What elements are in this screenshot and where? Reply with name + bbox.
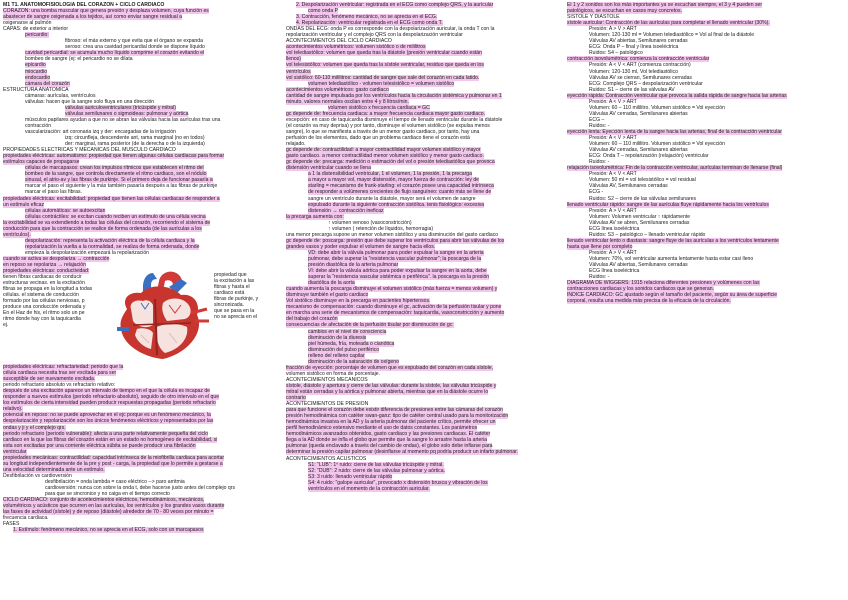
text-line-text: vol telediastólico: volumen que queda tras la diástole (presión ventricular cuando están xyxy=(286,50,482,57)
text-line-text: sístole, diástole y apertura y cierre de las válvulas: durante la sístole, las válvulas tricúspide y xyxy=(286,382,497,389)
text-line-text: Ruidos: - xyxy=(589,159,610,166)
text-line-text: del trabajo del corazón xyxy=(286,316,338,323)
figure-caption-line-text: propiedad que xyxy=(214,272,247,279)
figure-left-text xyxy=(3,268,103,328)
text-line-text: bombeo de la sangre, que controla directamente el ritmo cardiaco, son el nódulo xyxy=(25,171,207,178)
figure-caption-line-text: tienen fibras cardiacas de conducir xyxy=(3,274,82,281)
text-line-text: excepción: en caso de taquicardia disminuye el tiempo de llenado ventricular durante la diástole xyxy=(286,116,503,123)
text-line-text: Válvulas AV abiertas, Semilunares cerradas xyxy=(589,38,688,45)
text-line-text: empieza la despolarización empezará la repolarización xyxy=(25,249,150,256)
text-line-text: relajación isovolumétrica: Fin de la contracción ventricular, aurículas terminan de llenarse (final) xyxy=(567,165,783,172)
text-line-text: grandes vasos y poder expulsar el volumen de sangre hacia ellos. xyxy=(286,243,436,250)
text-line-text: S4: 4 ruido: "galope auricular", provocado x distensión brusca y vibración de los xyxy=(308,479,488,486)
text-line xyxy=(567,298,844,304)
text-line-text: ONDAS DEL ECG: onda P es corresponde con la despolarización auricular, la onda T con la xyxy=(286,26,495,33)
text-line-text: sangre un ventrículo durante la diástole, mayor será el volumen de sangre xyxy=(308,195,476,202)
text-line-text: ventricular xyxy=(3,448,27,455)
text-line-text: perfil hemodinámico extensivo mediante el uso de datos constantes. Los parámetros xyxy=(286,425,478,432)
text-line-text: vol sistólico: 60-110 mililitros: cantidad de sangre que sale del corazón en cada latido. xyxy=(286,74,480,81)
text-line-text: Volumen: 60 – 110 mililitro. Volumen sistólico = Vol eyección xyxy=(589,104,725,111)
figure-caption-line-text: fibras y hasta el xyxy=(214,284,250,291)
text-line-text: hemodinámica invasiva en la AD y la arteria pulmonar del paciente crítico, permite ofrecer un xyxy=(286,419,496,426)
text-line-text: FASES xyxy=(3,521,20,528)
text-line-text: periodo refractario (periodo vulnerable): afecta a una parte relativamente pequeña del ciclo xyxy=(3,430,209,437)
text-line-text: repolarización ventricular y el complejo QRS con la despolarización ventricular xyxy=(286,32,463,39)
text-line-text: CICLO CARDIACO: conjunto de acontecimientos eléctricos, hemodinámicos, mecánicos, xyxy=(3,497,205,504)
text-line-text: disminución del pulso periférico xyxy=(308,346,380,353)
text-line-text: Volumen: 50 ml = vol telesistólico = vol residual xyxy=(589,177,696,184)
text-line-text: sangre), lo que se manifiesta a través de un menor gasto cardiaco, por tanto, hay una xyxy=(286,128,480,135)
figure-caption-line-text: que se pasa en la xyxy=(214,308,255,315)
text-line-text: llenado ventricular rápido: sangre de las aurículas fluye rápidamente hacia los ventrículos xyxy=(567,201,769,208)
figure-caption-line-text: ej. xyxy=(3,322,9,329)
figure-caption-line-text: En el Haz de his, el ritmo solo un pe xyxy=(3,310,85,317)
text-line-text: pericardio: xyxy=(25,32,49,39)
text-line-text: mecanismo de compensación: cuando disminuye el gc, activación de la perfusión tisular y pone xyxy=(286,304,502,311)
text-line-text: para que se sincronice y no caiga en el tiempo correcto xyxy=(45,491,170,498)
text-line-text: células automáticas: se autoexcitan xyxy=(25,207,106,214)
text-line-text: gc depende de: precarga: medición o estimación del vol o presión telediastólica que provoca xyxy=(286,159,495,166)
text-line-text: vascularización: art coronaria izq y der: encargadas de la irrigación xyxy=(25,128,176,135)
text-line-text: Ruidos: S3 – patológico – llenado ventricular rápido xyxy=(589,231,706,238)
text-line-text: consecuencias de afectación de la perfusión tisular por disminución de gc: xyxy=(286,322,454,329)
text-line-text: Válvulas AV cerradas, Semilunares abiertas xyxy=(589,110,688,117)
text-line-text: cantidad de sangre impulsada por los ventrículos hacia la circulación sistémica y pulmonar en 1 xyxy=(286,92,502,99)
text-line-text: corporal, resulta una medida más precisa de la eficacia de la circulación. xyxy=(567,298,731,305)
text-line-text: CAPAS: de exterior a interior xyxy=(3,26,69,33)
text-line-text: cardiaco en la que las fibras del corazón están en un estado no homogéneo de excitabilidad, si xyxy=(3,436,218,443)
text-line-text: propiedades eléctricas: refractariedad: periodo que la xyxy=(3,364,124,371)
text-line-text: contracción isovolumétrica: comienza la contracción ventricular xyxy=(567,56,710,63)
text-line-text: VD: debe abrir la válvula pulmonar para poder expulsar la sangre en la arteria xyxy=(308,249,484,256)
text-line-text: ECG: Complejo QRS – despolarización ventricular xyxy=(589,80,703,87)
figure-caption-line-text: células. el sistema de conducción xyxy=(3,292,79,299)
text-line-text: abastecer de sangre oxigenada a los tejidos, así como enviar sangre residual a xyxy=(3,14,182,21)
text-line-text: cambios en el nivel de consciencia xyxy=(308,328,387,335)
text-line-text: relleno del relleno capilar xyxy=(308,352,365,359)
text-line-text: la precarga aumenta con: xyxy=(286,213,344,220)
text-line-text: células contráctiles: se excitan cuando reciben un estímulo de una célula vecina xyxy=(25,213,206,220)
text-line-text: Presión: A < V > ART xyxy=(589,98,637,105)
text-line-text: Ruidos: - xyxy=(589,122,610,129)
text-line-text: Volumen: 120-130 ml = Volumen telediastólico = Vol al final de la diástole xyxy=(589,32,755,39)
text-line-text: contrario xyxy=(286,395,306,402)
text-line-text: Volumen: 120-130 ml, Vol telediastólico xyxy=(589,68,678,75)
text-line-text: en reposo se repolariza → relajación xyxy=(3,262,86,269)
text-line-text: distensión ventricular cuando se llena xyxy=(286,165,371,172)
text-line-text: marcar el paso las fibras. xyxy=(25,189,82,196)
text-line-text: Presión: A > V < ART xyxy=(589,249,637,256)
text-line-text: patológicos, se escuchan en casos muy concretos. xyxy=(567,8,682,15)
text-line-text: Volumen: 60 – 110 mililitro. Volumen sistólico = Vol eyección xyxy=(589,141,725,148)
text-line-text: despolarización: representa la activación eléctrica de la célula cardiaca y la xyxy=(25,237,195,244)
text-line-text: Presión: A < V > ART xyxy=(589,135,637,142)
text-line-text: distensión → contracción ineficaz xyxy=(308,207,384,214)
text-line-text: S3: 3 ruido: llenado ventricular rápido xyxy=(308,473,393,480)
text-line-text: en marcha una serie de mecanismos de compensación: taquicardia, vasoconstricción y aumento xyxy=(286,310,505,317)
text-line-text: después de una excitación aparece un intervalo de tiempo en el que la célula es incapaz de xyxy=(3,388,211,395)
text-line-text: M1 T1. ANATOMOFISIOLOGÍA DEL CORAZÓN + CICLO CARDIACO xyxy=(3,2,165,8)
text-line-text: volumen sistólico x frecuencia cardiaca = GC xyxy=(328,104,430,111)
text-line-text: llenado ventricular lento o diastasis: sangre fluye de las aurículas a los ventrículos lentamente xyxy=(567,237,779,244)
figure-caption-line xyxy=(214,314,280,320)
text-line-text: acontecimientos volumétricos: gasto cardiaco xyxy=(286,86,389,93)
text-line-text: Vol sistólico disminuye en la precarga en pacientes hipertensos. xyxy=(286,298,431,305)
text-line-text: cuando se activa se despolariza → contracción xyxy=(3,255,110,262)
text-line-text: repolarización la vuelta a la normalidad, se realiza de forma ordenada, donde xyxy=(25,243,200,250)
text-line-text: eyección lenta: Eyección lenta de la sangre hacia las arterias, final de la contracción ventricular xyxy=(567,128,782,135)
text-line-text: endocardio xyxy=(25,74,51,81)
figure-caption-line-text: fibras de purkinje, y xyxy=(214,296,259,303)
text-line-text: estímulos capaces de propagarse xyxy=(3,159,80,166)
text-line-text: como onda P xyxy=(308,8,339,15)
text-line-text: der: marginal, rama posterior (de la derecha o de la izquierda) xyxy=(65,141,205,148)
text-line-text: ECG línea isoeléctrica xyxy=(589,268,640,275)
text-line-text: fibroso: el más externo y que evita que el órgano se expanda xyxy=(65,38,203,45)
text-line-text: ondas y ji y el complejo qrs. xyxy=(3,424,66,431)
text-line-text: cámaras: aurículas, ventrículos xyxy=(25,92,96,99)
text-line-text: Ruidos: S2 – cierre de las válvulas semilunares xyxy=(589,195,697,202)
text-line xyxy=(3,527,280,533)
text-line-text: una velocidad determinada ante un estímulo. xyxy=(3,466,105,473)
text-line-text: volumétricos y acústicos que ocurren en las aurículas, los ventrículos y los grandes vasos durante xyxy=(3,503,225,510)
text-line-text: desfibrilación = onda lambda = caso eléctrico --> paro arritmia xyxy=(45,478,185,485)
text-line-text: una menor precarga supone un menor volumen sistólico y una disminución del gasto cardiaco xyxy=(286,231,499,238)
text-line-text: determinar la presión capilar pulmonar (desinflarse al momento pq podría producir un infarto pulmonar. xyxy=(286,449,518,456)
text-line-text: izq: circunfleja, descendente ant, rama marginal (no en todos) xyxy=(65,135,205,142)
text-line-text: propiedades mecánicas: contractilidad: capacidad intrínseca de la miofibrilla cardiaca para acortar xyxy=(3,454,225,461)
figure-caption-line-text: cardiaco está xyxy=(214,290,245,297)
text-line-text: responder a nuevos estímulos (periodo refractario absoluto), seguido de otro intervalo en el que xyxy=(3,394,220,401)
text-line-text: ACONTECIMIENTOS MECÁNICOS xyxy=(286,376,368,383)
text-line-text: ACONTECIMIENTOS DE PRESIÓN xyxy=(286,401,369,408)
text-line-text: válvulas auriculoventriculares (tricúspide y mitral) xyxy=(65,104,176,111)
text-line-text: piel húmeda, fría, moteada o cianótica xyxy=(308,340,395,347)
text-line-text: volumen sistólico en forma de porcentaje. xyxy=(286,370,381,377)
text-line-text: los estímulos de cierta intensidad pueden producir respuestas propagadas (periodo refractario xyxy=(3,400,216,407)
text-line-text: contracción xyxy=(25,122,52,129)
text-line-text: gasto cardiaco. a menor contractilidad menor volumen sistólico y menor gasto cardiaco. xyxy=(286,153,484,160)
text-line-text: disminución de la saturación de oxígeno xyxy=(308,358,399,365)
text-line-text: periodo refractario absoluto vs refractario relativo: xyxy=(3,382,116,389)
text-line-text: célula cardiaca necesita tras ser excitada para ser xyxy=(3,370,117,377)
text-line-text: marcar el paso el siguiente y la más también pasaría después a las fibras de purkinje xyxy=(25,183,218,190)
text-line-text: hemodinámicos avanzados obtenidos, gasto cardiaco y las presiones cardiacas. El catéter xyxy=(286,431,491,438)
text-line-text: contracciones cardiacas y los sonidos cardiacos que se generan. xyxy=(567,286,714,293)
text-line-text: despolarización y repolarización son los únicos fenómenos eléctricos y representados por las xyxy=(3,418,214,425)
figure-caption-line-text: propiedades eléctricas: conductividad: xyxy=(3,268,90,275)
text-line-text: ↑ volumen venoso (vasoconstricción) xyxy=(328,219,412,226)
figure-caption-line xyxy=(3,322,103,328)
text-line-text: válvulas semilunares o sigmoideas: pulmonar y aórtica xyxy=(65,110,189,117)
text-line-text: gc depende de: contractilidad: a mayor contractilidad mayor volumen sistólico y mayor xyxy=(286,147,481,154)
text-line-text: sinusal, el atrio-av y las fibras de purkinje. Si el primero deja de funcionar pasaría a xyxy=(25,177,213,184)
text-line-text: (el corazón va muy deprisa) y por tanto, disminuye el volumen sistólico (se expulsa menos xyxy=(286,122,490,129)
text-line-text: VI: debe abrir la válvula aórtica para poder expulsar la sangre en la aorta, debe xyxy=(308,268,487,275)
text-line-text: a 1 la distensibilidad ventricular, 1 el volumen, 1 la presión, 1 la precarga xyxy=(308,171,472,178)
text-line-text: llega a la AD donde se infla el globo que permite que la sangre lo arrastre hasta la arteria xyxy=(286,437,488,444)
text-line-text: válvulas: hacen que la sangre solo fluya en una dirección xyxy=(25,98,155,105)
column-3 xyxy=(567,2,844,598)
text-line-text: ventrículos xyxy=(286,68,311,75)
text-line-text: superar la "resistencia vascular sistémica o periférica". la poscarga es la presión xyxy=(308,274,490,281)
text-line-text: hasta que llene por completo xyxy=(567,243,633,250)
text-line-text: ECG línea isoeléctrica xyxy=(589,225,640,232)
text-line-text: Válvulas AV se abren, Semilunares cerradas xyxy=(589,219,690,226)
figure-caption-line-text: estructuras vecinas. en la excitación xyxy=(3,280,85,287)
text-line-text: llenos) xyxy=(286,56,302,63)
text-line-text: miocardio xyxy=(25,68,48,75)
text-line-text: S2: "DUB": 2 ruido: cierre de las válvulas pulmonar y aórtica. xyxy=(308,467,445,474)
figure-caption-line-text: formado por las células nerviosas, p xyxy=(3,298,85,305)
figure-caption-line-text: no se aprecia en el xyxy=(214,314,258,321)
text-line-text: acontecimientos volumétricos: volumen sistólico o de mililitros xyxy=(286,44,426,51)
text-line-text: frecuencia cardiaca. xyxy=(3,515,49,522)
text-line-text: ACONTECIMIENTOS ACÚSTICOS xyxy=(286,455,367,462)
text-line-text: cuando aumenta la poscarga disminuye el volumen sistólico (más fuerza = menos volumen) y xyxy=(286,286,498,293)
text-line-text: oxigenarse al pulmón xyxy=(3,20,52,27)
text-line-text: fracción de eyección: porcentaje de volumen que es expulsado del corazón en cada sístole, xyxy=(286,364,493,371)
text-line-text: ACONTECIMIENTOS DEL CICLO CARDIACO xyxy=(286,38,392,45)
text-line-text: disminuye también el gasto cardiaco xyxy=(286,292,369,299)
text-line-text: conducción para que la contracción se realice de forma ordenada (de las aurículas a los xyxy=(3,225,202,232)
text-line-text: SÍSTOLE Y DIÁSTOLE xyxy=(567,14,620,21)
text-line-text: Válvulas AV abiertas, Semilunares cerradas xyxy=(589,262,688,269)
text-line-text: pulmonar, debe superar la "resistencia vascular pulmonar"; la poscarga de la xyxy=(308,255,482,262)
figure-caption-line-text: la excitación a las xyxy=(214,278,255,285)
text-line-text: diastólica de la aorta xyxy=(308,280,355,287)
text-line-text: cardioversión: nunca con sobre la onda t, debe hacerse justo antes del complejo qrs xyxy=(45,485,235,491)
figure-caption-line-text: produce una conducción ordenada y xyxy=(3,304,86,311)
text-line-text: cavidad pericardial: se acumula mucho líquido comprime el corazón evitando el xyxy=(25,50,205,57)
heart-figure-block xyxy=(3,268,280,364)
column-2 xyxy=(286,2,562,598)
text-line-text: CORAZÓN: una bomba muscular que genera presión y desplaza volumen, cuya función es xyxy=(3,8,209,15)
figure-right-text xyxy=(214,272,280,320)
text-line-text: relativo). xyxy=(3,406,23,413)
text-line-text: mitral están cerradas y la aórtica y pulmonar abierta, mientras que en la diástole ocurre lo xyxy=(286,389,489,395)
text-line-text: Presión: A > V > ART xyxy=(589,26,637,33)
text-line-text: músculos papilares ayudan a que no se abran las válvulas hacia las aurículas tras una xyxy=(25,116,221,123)
text-line-text: para que funcione el corazón debe existir diferencia de presiones entre las cámaras del corazón xyxy=(286,407,503,414)
text-line-text: minuto. valores normales oscilan entre 4 y 8 litros/min. xyxy=(286,98,409,105)
text-line-text: potencial en reposo: no se puede aprovechar en el ejc porque es un fenómeno mecánico, la xyxy=(3,412,211,419)
text-line-text: ECG: Onda T – repolarización (relajación) ventricular xyxy=(589,153,709,160)
text-line-text: 2. Despolarización ventricular: registrada en el ECG como complejo QRS, y la aurícular xyxy=(296,2,494,8)
text-line-text: ↑ volumen ( retención de líquidos, hemorragia) xyxy=(328,225,434,232)
text-line-text: volumen telediastólico - volumen telesistólico = volumen sistólico xyxy=(308,80,455,87)
text-line-text: relajado. xyxy=(286,141,306,148)
text-line-text: vol telesistólico: volumen que queda tras la sístole ventricular, residuo que queda en los xyxy=(286,62,484,69)
text-line-text: ECG - xyxy=(589,189,604,196)
text-line-text: 3. Contracción, fenómeno mecánico, no se aprecia en el ECG. xyxy=(296,14,438,21)
text-line-text: ventrículos). xyxy=(3,231,31,238)
text-line-text: propiedades eléctricas: excitabilidad: propiedad que tienen las células cardiacas de responder a xyxy=(3,195,220,202)
text-line-text: ventrículos en el momento de la contracción auricular. xyxy=(308,485,430,492)
text-line-text: seroso: crea una cavidad pericardial donde se dispone líquido xyxy=(65,44,205,51)
text-line-text: Presión: A > V < ART xyxy=(589,207,637,214)
figure-caption-line-text: fibras se propaga en la longitud a todas xyxy=(3,286,93,293)
text-line-text: susceptible de ser nuevamente excitada. xyxy=(3,376,96,383)
text-line-text: eyección rápida: Contracción ventricular que provoca la salida rápida de sangre hacia las arterias xyxy=(567,92,787,99)
text-line xyxy=(286,486,562,492)
text-line-text: Válvulas AV, Semilunares cerradas xyxy=(589,183,668,190)
text-line-text: a mayor a mayor vol, mayor distensión, mayor fuerza de contracción: ley de xyxy=(308,177,479,184)
text-line-text: Volumen: Volumen ventricular ↑ rápidamente xyxy=(589,213,691,220)
text-line-text: epicardio xyxy=(25,62,46,69)
text-line-text: perfusión de los elementos, dado que un problema cardiaco tiene el corazón está xyxy=(286,135,470,142)
text-line-text: Válvulas AV cerradas, Semilunares abiertas xyxy=(589,147,688,154)
text-line-text: ECG: Onda P – final y línea isoeléctrica xyxy=(589,44,679,51)
text-line-text: células de marcapasos: crean los impulsos rítmicos que establecen el ritmo del xyxy=(25,165,204,172)
text-line-text: sístole auricular: Contracción de las aurículas para completar el llenado ventricular (30%). xyxy=(567,20,770,27)
heart-illustration xyxy=(107,269,211,361)
text-line-text: Presión: A < V < ART (comienza contracción) xyxy=(589,62,691,69)
text-line-text: cámara del corazón xyxy=(25,80,70,87)
text-line-text: Ruidos: - xyxy=(589,274,610,281)
text-line-text: propiedades eléctricas: automatismo: propiedad que tienen algunas células cardiacas para formar xyxy=(3,153,225,160)
text-line-text: gc depende de: poscarga: presión que debe superar los ventrículos para abrir las válvulas de los xyxy=(286,237,505,244)
text-line-text: Presión: A < V < ART xyxy=(589,171,637,178)
text-line-text: Ruidos: S1 – cierre de las válvulas AV xyxy=(589,86,675,93)
figure-caption-line-text: ritmo donde hay con la taquicardia xyxy=(3,316,81,323)
text-line-text: Desfibrilación vs cardioversión xyxy=(3,472,72,479)
text-line-text: ÍNDICE CARDIACO: GC ajustado según el tamaño del paciente, según su área de superficie xyxy=(567,292,778,299)
text-line-text: expulsado durante la siguiente contracción sistólica. tenis fisiológico: excesiva xyxy=(308,201,485,208)
text-line-text: starling = mecanismo de frank-starling: el corazón posee una capacidad intrínseca xyxy=(308,183,494,190)
text-line-text: ECG – xyxy=(589,116,605,123)
text-line-text: bombeo de sangre (ej: el pericardio no se dilata xyxy=(25,56,133,63)
text-line-text: disminución de la diuresis xyxy=(308,334,367,341)
text-line-text: presión diastólica de la arteria pulmonar xyxy=(308,262,399,269)
text-line-text: gc depende de: frecuencia cardiaca: a mayor frecuencia cardiaca mayor gasto cardiaco. xyxy=(286,110,486,117)
text-line-text: ESTRUCTURA ANATÓMICA xyxy=(3,86,69,93)
text-line-text: un estímulo eficaz xyxy=(3,201,45,208)
text-line-text: de responder a volúmenes crecientes de flujo sanguíneo: cuanto más se llene de xyxy=(308,189,492,196)
text-line-text: su longitud independientemente de la pre y post - carga, la propiedad que lo permite a gestarse a xyxy=(3,460,223,467)
text-line-text: esta son excitadas por una corriente eléctrica súbita se puede producir una fibrilación xyxy=(3,442,196,449)
text-line-text: las fases de actividad (sístole) y de reposo (diástole) alrededor de 70 - 80 veces por minuto = xyxy=(3,509,214,516)
text-line-text: Volumen: 70%, vol ventricular aumenta lentamente hasta estar casi lleno xyxy=(589,255,754,262)
text-line-text: DIAGRAMA DE WIGGERS: 1915 relaciona diferentes presiones y volúmenes con las xyxy=(567,280,760,287)
text-line-text: S1: "LUB": 1º ruido: cierre de las válvulas tricúspide y mitral. xyxy=(308,461,444,468)
text-line-text: presión hemodinámica con catéter swan-ganz: tipo de catéter central usado para la monitorización xyxy=(286,413,509,420)
text-line-text: El 1 y 2 sonidos son los más importantes ya se escuchan siempre, el 3 y 4 pueden ser xyxy=(567,2,763,8)
text-line-text: pulmonar (queda enclavado a través del cambio de ondas), el globo solo debe inflarse para xyxy=(286,443,493,450)
figure-caption-line-text: sincronizada. xyxy=(214,302,245,309)
text-line-text: PROPIEDADES ELÉCTRICAS Y MECÁNICAS DEL MÚSCULO CARDIACO xyxy=(3,147,176,154)
column-1 xyxy=(3,2,280,598)
text-line-text: 4. Repolarización: ventricular registrada en el ECG como onda T. xyxy=(296,20,443,27)
text-line-text: Válvulas AV se cierran, Semilunares cerradas xyxy=(589,74,692,81)
text-line-text: Ruidos: S4 – patológico xyxy=(589,50,643,57)
text-line-text: 1. Estímulo: fenómeno mecánico, no se aprecia en el ECG, solo con un marcapasos xyxy=(13,527,204,534)
text-line-text: la excitabilidad se va extendiendo a todas las células del corazón, recorriendo el sistema de xyxy=(3,219,211,226)
